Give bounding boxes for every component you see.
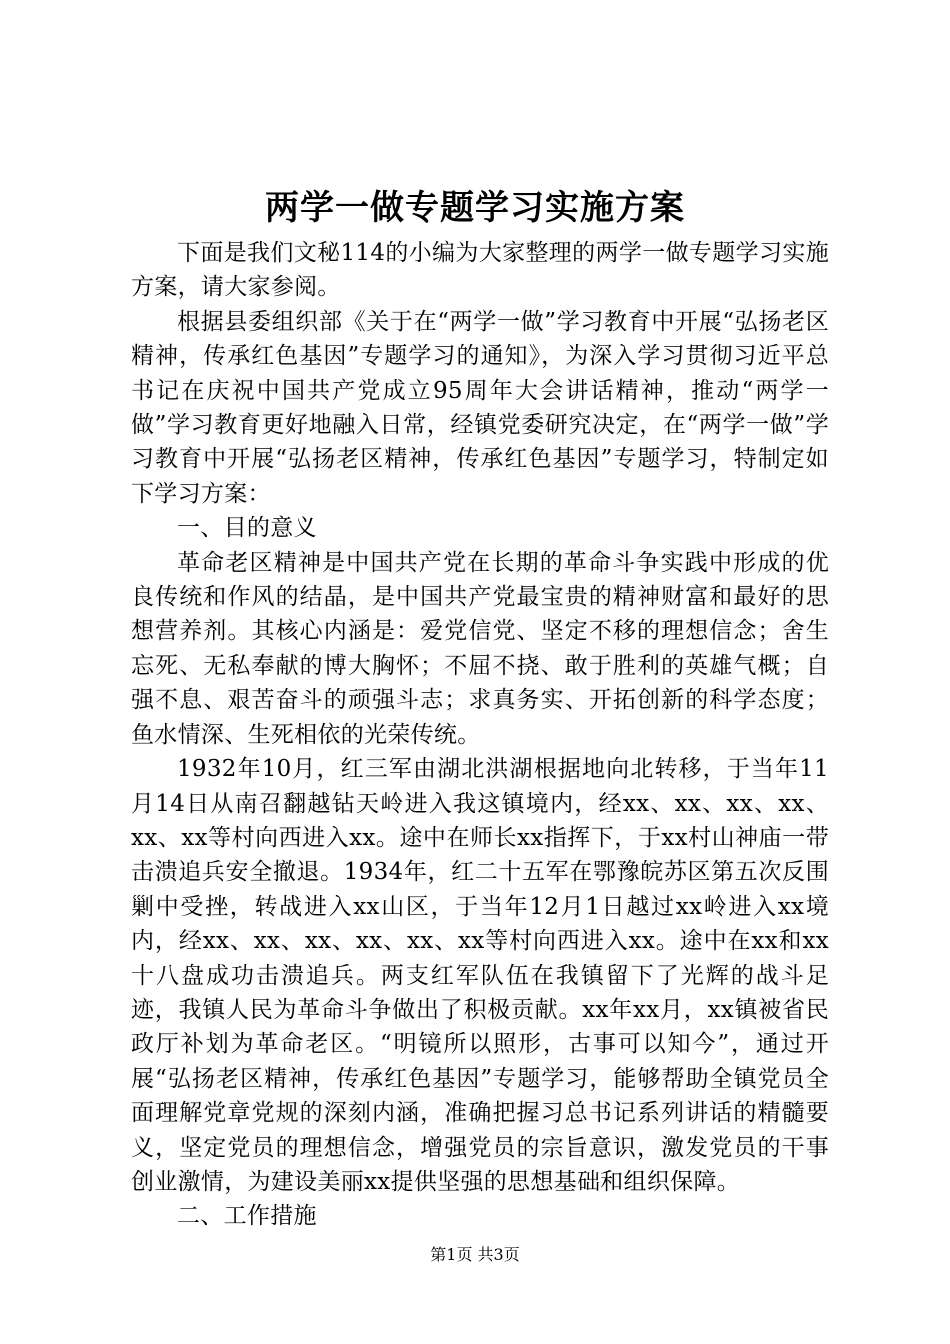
- paragraph-background: 根据县委组织部《关于在“两学一做”学习教育中开展“弘扬老区精神，传承红色基因”专题学习的通知》，为深入学习贯彻习近平总书记在庆祝中国共产党成立95周年大会讲话精神，推动“两学一做”学习教育更好地融入日常，经镇党委研究决定，在“两学一做”学习教育中开展“弘扬老区精神，传承红色基因”专题学习，特制定如下学习方案：: [131, 308, 829, 507]
- paragraph-intro: 下面是我们文秘114的小编为大家整理的两学一做专题学习实施方案，请大家参阅。: [131, 240, 829, 301]
- document-title: 两学一做专题学习实施方案: [265, 188, 685, 228]
- paragraph-history: 1932年10月，红三军由湖北洪湖根据地向北转移，于当年11月14日从南召翻越钻天岭进入我这镇境内，经xx、xx、xx、xx、xx、xx等村向西进入xx。途中在师长xx指挥下，于xx村山神庙一带击溃追兵安全撤退。1934年，红二十五军在鄂豫皖苏区第五次反围剿中受挫，转战进入xx山区，于当年12月1日越过xx岭进入xx境内，经xx、xx、xx、xx、xx、xx等村向西进入xx。途中在xx和xx十八盘成功击溃追兵。两支红军队伍在我镇留下了光辉的战斗足迹，我镇人民为革命斗争做出了积极贡献。xx年xx月，xx镇被省民政厅补划为革命老区。“明镜所以照形，古事可以知今”，通过开展“弘扬老区精神，传承红色基因”专题学习，能够帮助全镇党员全面理解党章党规的深刻内涵，准确把握习总书记系列讲话的精髓要义，坚定党员的理想信念，增强党员的宗旨意识，激发党员的干事创业激情，为建设美丽xx提供坚强的思想基础和组织保障。: [131, 756, 829, 1195]
- section-heading-measures: 二、工作措施: [177, 1203, 317, 1230]
- page-footer: 第1页 共3页: [430, 1245, 520, 1264]
- document-body: [131, 236, 829, 1234]
- section-heading-purpose: 一、目的意义: [177, 515, 317, 542]
- paragraph-spirit: 革命老区精神是中国共产党在长期的革命斗争实践中形成的优良传统和作风的结晶，是中国共产党最宝贵的精神财富和最好的思想营养剂。其核心内涵是：爱党信党、坚定不移的理想信念；舍生忘死、无私奉献的博大胸怀；不屈不挠、敢于胜利的英雄气概；自强不息、艰苦奋斗的顽强斗志；求真务实、开拓创新的科学态度；鱼水情深、生死相依的光荣传统。: [131, 549, 829, 748]
